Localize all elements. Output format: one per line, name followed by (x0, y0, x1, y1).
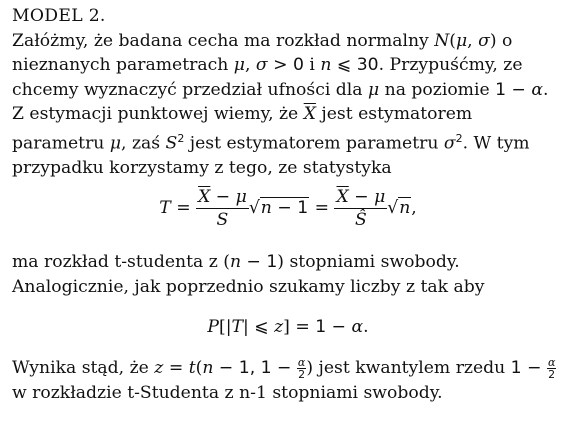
formula-probability: P[|T| ⩽ z] = 1 − α. (207, 317, 369, 337)
paragraph-conclusion: Wynika stąd, że z = t(n − 1, 1 − $\frac{\alpha}{2}$ ) jest kwantylem rzedu 1 − $\frac{\alpha}{2}$ w rozkładzie t-Studenta z n-1 stopniami swobody. (12, 356, 556, 403)
formula-N: N (434, 30, 450, 51)
document-page (12, 4, 564, 403)
paragraph-distribution: ma rozkład t-studenta z (n − 1) stopniami swobody. Analogicznie, jak poprzednio szukamy liczby z tak aby (12, 252, 485, 297)
formula-t-statistic: T = $\frac{\overline{X} - \mu}{S}$ √n − 1 = $\frac{\overline{X} - \mu}{Ŝ}$ √n, (159, 187, 417, 230)
paragraph-intro: Załóżmy, że badana cecha ma rozkład normalny N(μ, σ) o nieznanych parametrach μ, σ > 0 i n ⩽ 30. Przypuśćmy, ze chcemy wyznaczyć przedział ufności dla μ na poziomie 1 − α. Z estymacji punktowej wiemy, że $\overline{X}$ jest estymatorem parametru μ, zaś $S^2$ jest estymatorem parametru $\sigma^2$. W tym przypadku korzystamy z tego, ze statystyka (12, 30, 549, 178)
section-heading: MODEL 2. (12, 6, 106, 26)
